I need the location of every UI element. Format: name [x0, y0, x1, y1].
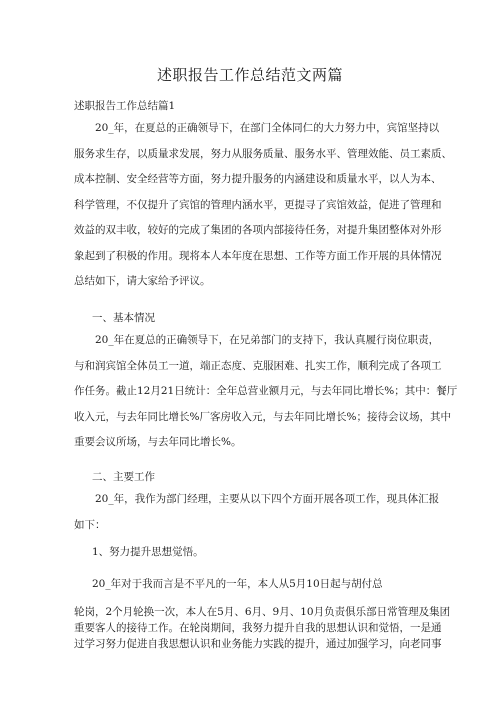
- paragraph-line: 20_年在夏总的正确领导下，在兄弟部门的支持下，我认真履行岗位职责，: [95, 334, 440, 346]
- paragraph-line: 与和润宾馆全体员工一道，端正态度、克服困难、扎实工作，顺利完成了各项工: [74, 359, 442, 372]
- section-heading-basic: 一、基本情况: [92, 312, 155, 324]
- paragraph-line: 收入元，与去年同比增长%厂客房收入元，与去年同比增长%；接待会议场，其中: [74, 410, 451, 423]
- paragraph-line: 重要客人的接待工作。在轮岗期间，我努力提升自我的思想认识和觉悟，一是通: [74, 622, 442, 634]
- paragraph-line: 作任务。截止12月21日统计：全年总营业额月元，与去年同比增长%；其中：餐厅: [74, 385, 458, 397]
- paragraph-main-work: [74, 487, 440, 538]
- paragraph-line: 20_年，我作为部门经理，主要从以下四个方面开展各项工作，现具体汇报: [95, 493, 440, 505]
- document-subtitle: 述职报告工作总结篇1: [74, 100, 176, 112]
- paragraph-line: 轮岗，2个月轮换一次，本人在5月、6月、9月、10月负责俱乐部日常管理及集团: [74, 606, 451, 618]
- paragraph-line: 过学习努力促进自我思想认识和业务能力实践的提升，通过加强学习，向老同事: [74, 638, 442, 650]
- section-heading-main-work: 二、主要工作: [92, 471, 155, 483]
- paragraph-line: 20_年对于我而言是不平凡的一年，本人从5月10日起与胡付总: [92, 578, 383, 590]
- paragraph-line: 象起到了积极的作用。现将本人本年度在思想、工作等方面工作开展的具体情况: [74, 249, 442, 262]
- paragraph-line: 成本控制、安全经营等方面，努力提升服务的内涵建设和质量水平，以人为本、: [74, 173, 442, 185]
- paragraph-line: 如下：: [74, 518, 106, 531]
- paragraph-rotation: [74, 604, 451, 652]
- paragraph-line: 科学管理，不仅提升了宾馆的管理内涵水平，更提寻了宾馆效益，促进了管理和: [74, 198, 442, 211]
- paragraph-line: 总结如下，请大家给予评议。: [74, 275, 211, 287]
- paragraph-line: 20_年，在夏总的正确领导下，在部门全体同仁的大力努力中，宾馆坚持以: [95, 122, 440, 134]
- paragraph-line: 服务求生存，以质量求发展，努力从服务质量、服务水平、管理效能、员工素质、: [74, 147, 452, 160]
- document-title: 述职报告工作总结范文两篇: [156, 66, 343, 84]
- paragraph-line: 重要会议所场，与去年同比增长%。: [74, 436, 242, 448]
- paragraph-basic-situation: [74, 328, 458, 456]
- subsection-heading: 1、努力提升思想觉悟。: [92, 546, 204, 558]
- paragraph-intro: [74, 116, 452, 295]
- paragraph-line: 效益的双丰收，较好的完成了集团的各项内部接待任务，对提升集团整体对外形: [74, 224, 442, 236]
